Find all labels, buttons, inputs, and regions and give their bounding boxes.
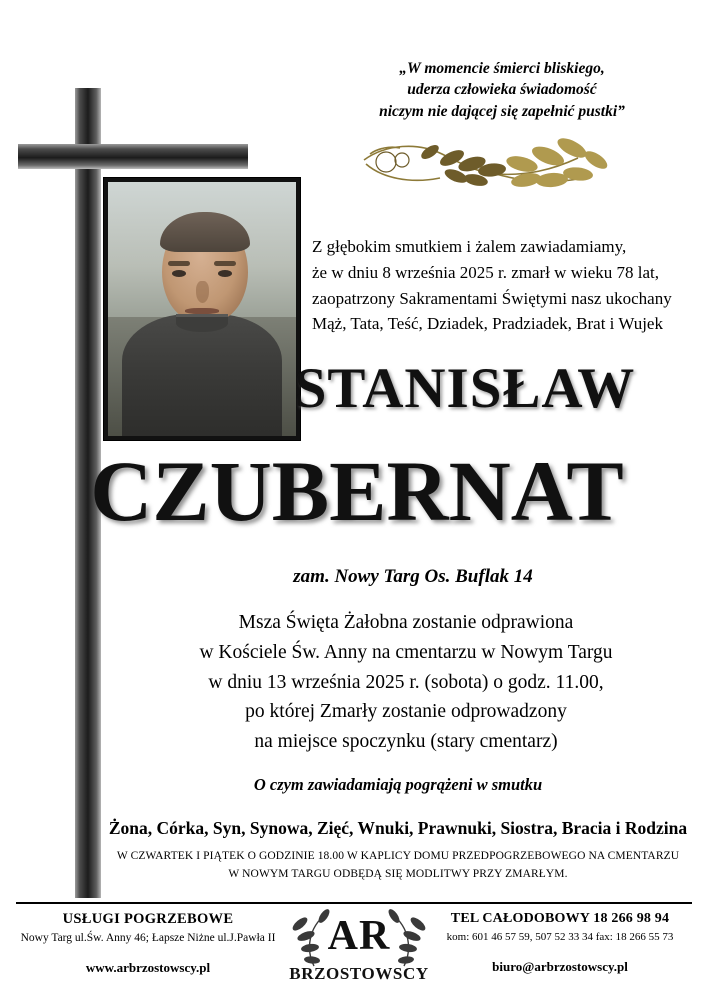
family-members: Żona, Córka, Syn, Synowa, Zięć, Wnuki, Prawnuki, Siostra, Bracia i Rodzina: [108, 818, 688, 838]
intro-line-2: że w dniu 8 września 2025 r. zmarł w wieku 78 lat,: [312, 262, 659, 282]
portrait-mouth: [185, 308, 219, 314]
phone-24h: TEL CAŁODOBOWY 18 266 98 94: [450, 911, 670, 926]
company-logo: [284, 906, 434, 998]
email-link[interactable]: biuro@arbrzostowscy.pl: [492, 959, 628, 974]
ceremony-line-2: w Kościele Św. Anny na cmentarzu w Nowym Targu: [199, 641, 613, 663]
footer: [0, 902, 708, 1000]
ceremony-line-4: po której Zmarły zostanie odprowadzony: [245, 701, 567, 723]
deceased-first-name: STANISŁAW: [294, 357, 636, 420]
phone-additional: kom: 601 46 57 59, 507 52 33 34 fax: 18 266 55 73: [446, 931, 674, 943]
announcing-party-label: O czym zawiadamiają pogrążeni w smutku: [253, 775, 543, 794]
ceremony-line-3: w dniu 13 września 2025 r. (sobota) o godz. 11.00,: [208, 671, 604, 693]
funeral-service-address: Nowy Targ ul.Św. Anny 46; Łapsze Niżne ul.J.Pawła II: [20, 932, 276, 944]
deceased-address: zam. Nowy Targ Os. Buflak 14: [293, 566, 533, 587]
logo-initials: AR: [327, 913, 391, 959]
portrait-nose: [196, 281, 209, 303]
portrait-eyebrow-right: [214, 261, 236, 266]
footer-divider: [16, 902, 692, 904]
portrait-eye-right: [218, 270, 232, 277]
laurel-ornament-icon: [356, 130, 656, 200]
portrait-collar: [176, 314, 228, 332]
quote-line-2: uderza człowieka świadomość: [407, 81, 597, 99]
prayer-line-1: W CZWARTEK I PIĄTEK O GODZINIE 18.00 W KAPLICY DOMU PRZEDPOGRZEBOWEGO NA CMENTARZU: [116, 850, 680, 862]
prayer-line-2: W NOWYM TARGU ODBĘDĄ SIĘ MODLITWY PRZY ZMARŁYM.: [228, 867, 568, 880]
ceremony-line-5: na miejsce spoczynku (stary cmentarz): [254, 731, 558, 753]
intro-line-4: Mąż, Tata, Teść, Dziadek, Pradziadek, Brat i Wujek: [312, 314, 663, 334]
website-link[interactable]: www.arbrzostowscy.pl: [85, 960, 211, 975]
quote-line-1: „W momencie śmierci bliskiego,: [399, 60, 605, 77]
memorial-quote: [312, 58, 692, 122]
intro-line-3: zaopatrzony Sakramentami Świętymi nasz ukochany: [312, 288, 672, 308]
cross-horizontal-bar: [18, 144, 248, 169]
ceremony-details: [0, 608, 708, 757]
intro-line-1: Z głębokim smutkiem i żalem zawiadamiamy,: [312, 237, 627, 256]
ceremony-line-1: Msza Święta Żałobna zostanie odprawiona: [238, 612, 574, 633]
portrait-eye-left: [172, 270, 186, 277]
deceased-last-name: CZUBERNAT: [90, 443, 624, 539]
contact-info: [426, 911, 694, 975]
prayer-schedule: [0, 848, 708, 884]
portrait-eyebrow-left: [168, 261, 190, 266]
quote-line-3: niczym nie dającej się zapełnić pustki”: [379, 102, 625, 120]
funeral-service-title: USŁUGI POGRZEBOWE: [62, 911, 234, 927]
funeral-service-info: [14, 911, 282, 976]
announcement-intro: [312, 234, 696, 337]
logo-company-name: BRZOSTOWSCY: [289, 964, 429, 983]
